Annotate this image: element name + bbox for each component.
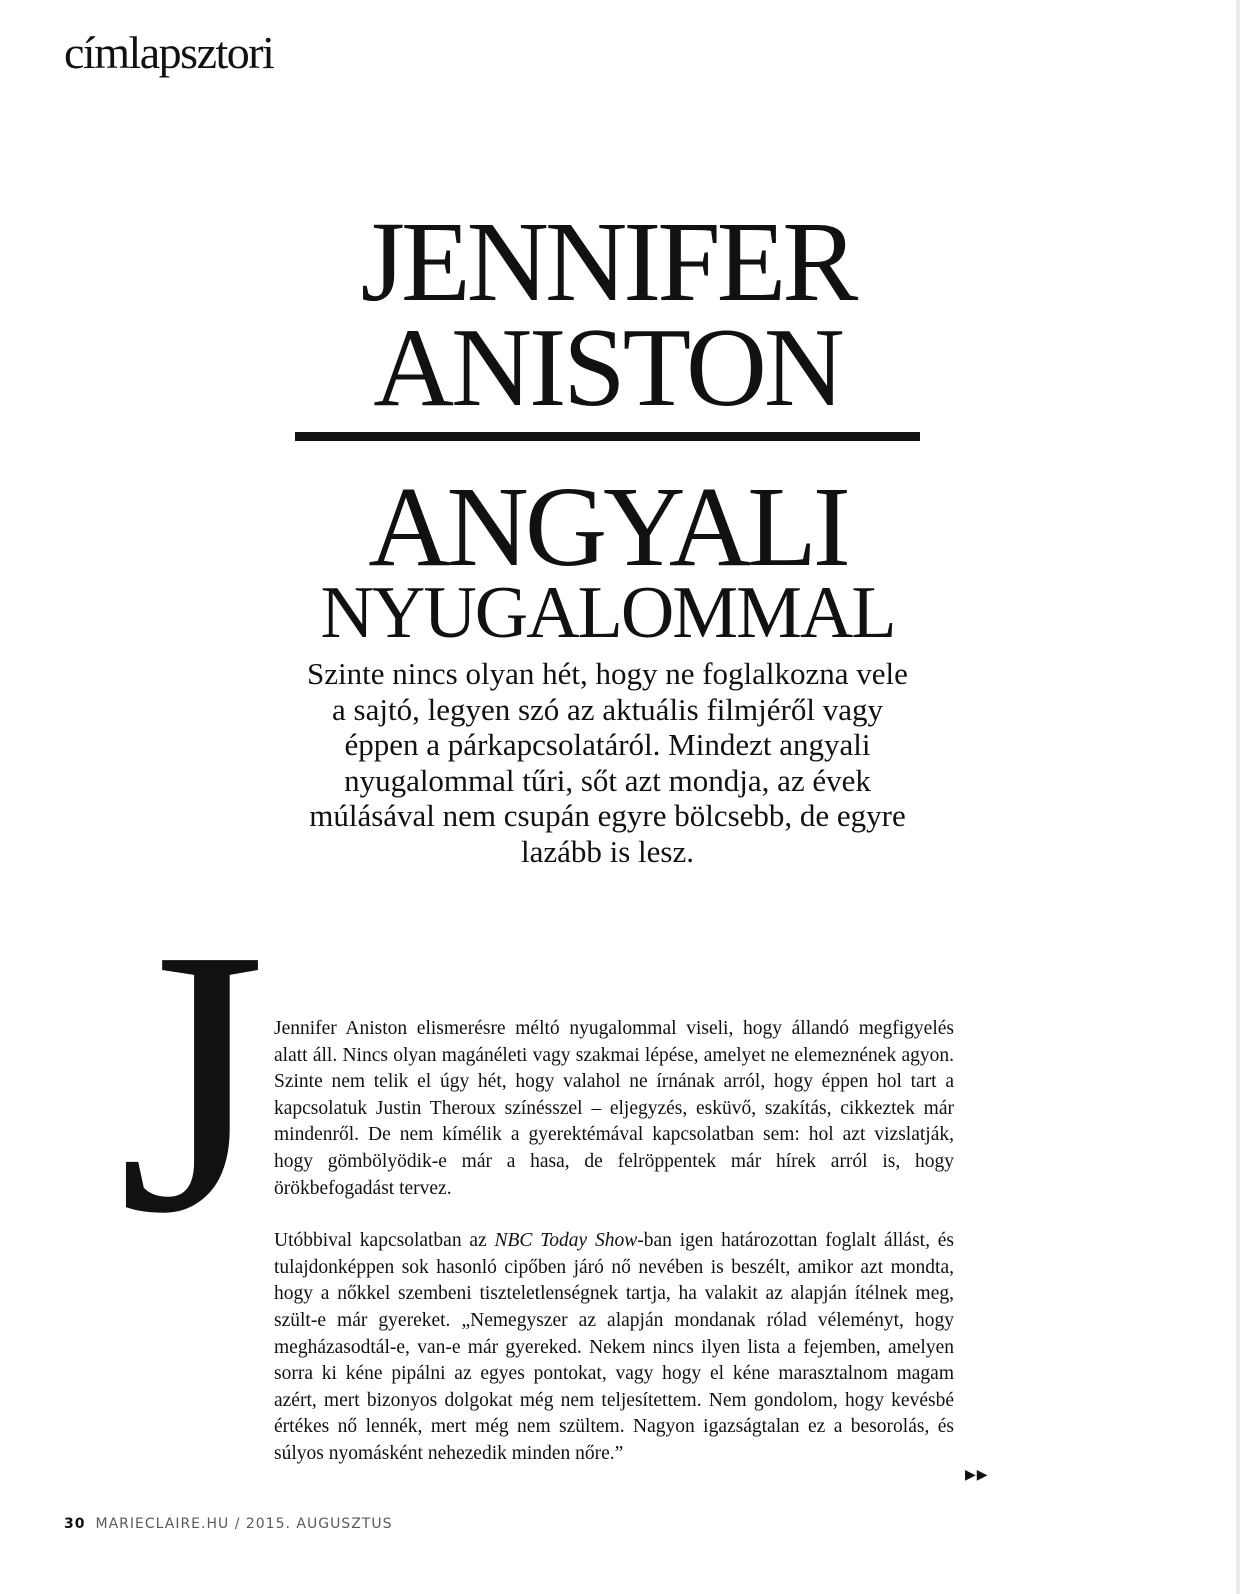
headline-divider <box>295 432 920 441</box>
article-body <box>274 1016 954 1468</box>
body-paragraph-2 <box>274 1228 954 1467</box>
page-number: 30 <box>64 1516 86 1532</box>
show-title: NBC Today Show <box>494 1230 638 1252</box>
continue-arrows-icon: ▶▶ <box>965 1467 989 1483</box>
drop-cap: J <box>118 871 266 1292</box>
headline-line-2: ANISTON <box>373 306 842 430</box>
paragraph-2-intro: Utóbbival kapcsolatban az <box>274 1230 495 1252</box>
headline-line-3: ANGYALI <box>368 463 847 590</box>
page-footer <box>64 1517 392 1531</box>
body-paragraph-1: Jennifer Aniston elismerésre méltó nyugalommal viseli, hogy állandó megfigyelés alatt áll. Nincs olyan magánéleti vagy szakmai lépése, amelyet ne elemeznének agyon. Szinte nem telik el úgy hét, hogy valahol ne írnának arról, hogy éppen hol tart a kapcsolatuk Justin Theroux színésszel – eljegyzés, esküvő, szakítás, cikkeztek már mindenről. De nem kímélik a gyerektémával kapcsolatban sem: hol azt vizslatják, hogy gömbölyödik-e már a hasa, de felröppentek már hírek arról is, hogy örökbefogadást tervez. <box>274 1018 954 1199</box>
section-label: címlapsztori <box>64 27 274 78</box>
lead-paragraph: Szinte nincs olyan hét, hogy ne foglalkozna vele a sajtó, legyen szó az aktuális filmjéről vagy éppen a párkapcsolatáról. Mindezt angyali nyugalommal tűri, sőt azt mondja, az évek múlásával nem csupán egyre bölcsebb, de egyre lazább is lesz. <box>307 656 908 869</box>
paragraph-2-rest: -ban igen határozottan foglalt állást, és tulajdonképpen sok hasonló cipőben járó nő nevében is beszélt, amikor azt mondta, hogy a nőkkel szembeni tiszteletlenségnek tartja, ha valakit az alapján ítélnek meg, szült-e már gyereket. „Nemegyszer az alapján mondanak rólad véleményt, hogy megházasodtál-e, van-e már gyereked. Nekem nincs ilyen lista a fejemben, amelyen sorra ki kéne pipálni az egyes pontokat, vagy hogy el kéne marasztalnom magam azért, mert bizonyos dolgokat még nem teljesítettem. Nem gondolom, hogy kevésbé értékes nő lennék, mert még nem szültem. Nagyon igazságtalan ez a besorolás, és súlyos nyomásként nehezedik minden nőre.” <box>274 1230 955 1464</box>
headline-line-1: JENNIFER <box>360 198 855 325</box>
page-edge-strip <box>1236 0 1240 1594</box>
publication-info: MARIECLAIRE.HU / 2015. AUGUSZTUS <box>95 1516 393 1532</box>
headline-line-4: NYUGALOMMAL <box>320 572 895 654</box>
